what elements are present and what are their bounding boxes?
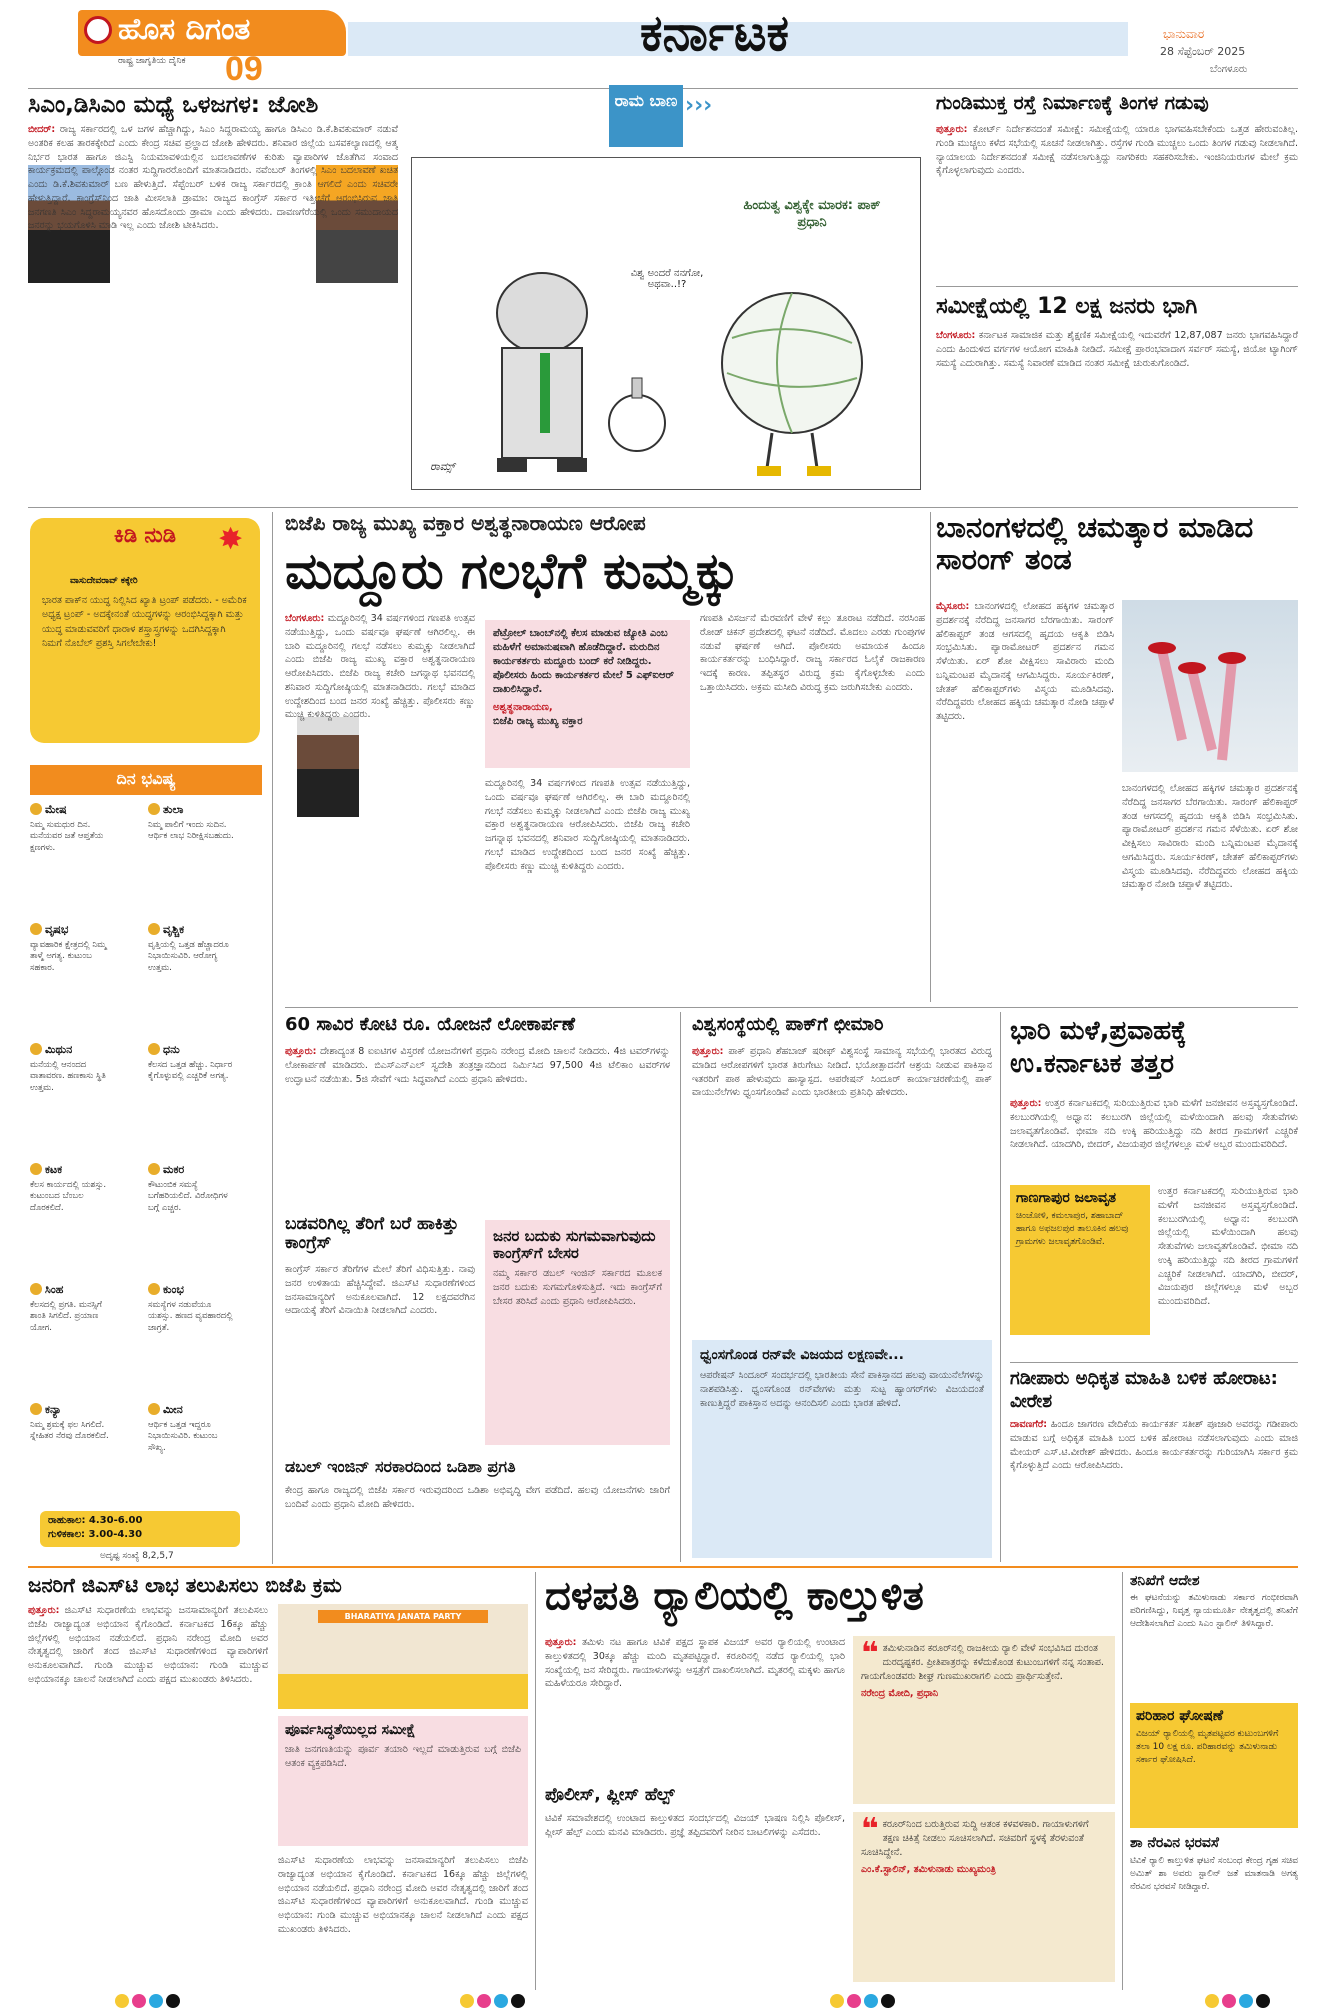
quote2-text: ಕರೂರ್‌ನಿಂದ ಬರುತ್ತಿರುವ ಸುದ್ದಿ ಆತಂಕ ಕಳವಳಕಾರಿ. ಗಾಯಾಳುಗಳಿಗೆ ತಕ್ಷಣ ಚಿಕಿತ್ಸೆ ನೀಡಲು ಸೂಚಿಸಲಾಗಿದೆ. ಸಚಿವರಿಗೆ ಸ್ಥಳಕ್ಕೆ ತೆರಳುವಂತೆ ಸೂಚಿಸಿದ್ದೇನೆ. [861,1819,1089,1858]
body-text: ಕಾಂಗ್ರೆಸ್ ಸರ್ಕಾರ ತೆರಿಗೆಗಳ ಮೇಲೆ ತೆರಿಗೆ ವಿಧಿಸುತ್ತಿತ್ತು. ನಾವು ಜನರ ಉಳಿತಾಯ ಹೆಚ್ಚಿಸಿದ್ದೇವೆ. ಜಿಎಸ್‌ಟಿ ಸುಧಾರಣೆಗಳಿಂದ ಜನಸಾಮಾನ್ಯರಿಗೆ ಅನುಕೂಲವಾಗಿದೆ. 12 ಲಕ್ಷದವರೆಗಿನ ಆದಾಯಕ್ಕೆ ತೆರಿಗೆ ವಿನಾಯಿತಿ ನೀಡಲಾಗಿದೆ ಎಂದರು. [285,1264,475,1317]
horoscope-title: ದಿನ ಭವಿಷ್ಯ [30,765,262,795]
body-text: ಕರ್ನಾಟಕ ಸಾಮಾಜಿಕ ಮತ್ತು ಶೈಕ್ಷಣಿಕ ಸಮೀಕ್ಷೆಯಲ್ಲಿ ಇದುವರೆಗೆ 12,87,087 ಜನರು ಭಾಗವಹಿಸಿದ್ದಾರೆ ಎಂದು ಹಿಂದುಳಿದ ವರ್ಗಗಳ ಆಯೋಗ ಮಾಹಿತಿ ನೀಡಿದೆ. ಸಮೀಕ್ಷೆ ಪ್ರಾರಂಭವಾದಾಗ ಸರ್ವರ್ ಸಮಸ್ಯೆ, ಜಿಯೋ ಟ್ಯಾಗಿಂಗ್ ಸಮಸ್ಯೆ ಎದುರಾಗಿತ್ತು. ಸಮಸ್ಯೆ ನಿವಾರಣೆ ಮಾಡಿದ ನಂತರ ಸಮೀಕ್ಷೆ ಚುರುಕುಗೊಂಡಿದೆ. [936,330,1298,369]
city: ಬೆಂಗಳೂರು [1210,64,1248,75]
kidi-author: ವಾಸುದೇವರಾವ್ ಕಕ್ಕೇರಿ [70,576,138,586]
dateline: ಬೆಂಗಳೂರು: [285,613,325,624]
headline: ಗಡೀಪಾರು ಅಧಿಕೃತ ಮಾಹಿತಿ ಬಳಿಕ ಹೋರಾಟ: ವೀರೇಶ [1010,1368,1278,1412]
headline: ಡಬಲ್ ಇಂಜಿನ್ ಸರಕಾರದಿಂದ ಒಡಿಶಾ ಪ್ರಗತಿ [285,1458,516,1476]
dateline: ಪುತ್ತೂರು: [28,1605,60,1616]
dateline: ಪುತ್ತೂರು: [692,1046,724,1057]
box-headline: ಗಾಣಗಾಪುರ ಜಲಾವೃತ [1016,1190,1117,1206]
leo-icon [30,1283,42,1295]
page-number: 09 [225,50,263,88]
box-body: ಚಿಂಚೋಳಿ, ಕಮಲಾಪುರ, ಶಹಾಬಾದ್ ಹಾಗೂ ಅಫಜಲಪುರ ತಾಲೂಕಿನ ಹಲವು ಗ್ರಾಮಗಳು ಜಲಾವೃತಗೊಂಡಿವೆ. [1016,1211,1129,1247]
headline: ಸಿಎಂ,ಡಿಸಿಎಂ ಮಧ್ಯೆ ಒಳಜಗಳ: ಜೋಶಿ [28,93,319,118]
headline: ಗುಂಡಿಮುಕ್ತ ರಸ್ತೆ ನಿರ್ಮಾಣಕ್ಕೆ ತಿಂಗಳ ಗಡುವು [936,93,1209,114]
quote-box [485,620,690,768]
virgo-icon [30,1403,42,1415]
rashi-3: ವೃಶ್ಚಿಕ ವೃತ್ತಿಯಲ್ಲಿ ಒತ್ತಡ ಹೆಚ್ಚಾದರೂ ನಿಭಾಯಿಸುವಿರಿ. ಆರೋಗ್ಯ ಉತ್ತಮ. [148,923,229,973]
sidebar-divider [272,512,273,1564]
quote2-author: ಎಂ.ಕೆ.ಸ್ಟಾಲಿನ್, ತಮಿಳುನಾಡು ಮುಖ್ಯಮಂತ್ರಿ [861,1864,996,1876]
col-divider [535,1572,536,1990]
dateline: ಮೈಸೂರು: [936,601,970,612]
col-divider [1122,1572,1123,1990]
rashi-6: ಕಟಕ ಕೆಲಸ ಕಾರ್ಯದಲ್ಲಿ ಯಶಸ್ಸು. ಕುಟುಂಬದ ಬೆಂಬಲ ದೊರಕಲಿದೆ. [30,1163,107,1213]
dateline: ಬೀದರ್: [28,124,56,135]
box-body: ನಮ್ಮ ಸರ್ಕಾರ ಡಬಲ್ ಇಂಜಿನ್ ಸರ್ಕಾರದ ಮೂಲಕ ಜನರ ಬದುಕು ಸುಗಮಗೊಳಿಸುತ್ತಿದೆ. ಇದು ಕಾಂಗ್ರೆಸ್‌ಗೆ ಬೇಸರ ತರಿಸಿದೆ ಎಂದು ಪ್ರಧಾನಿ ಆರೋಪಿಸಿದರು. [493,1268,662,1307]
article-stampede [545,1574,1115,1984]
dateline: ದಾವಣಗೆರೆ: [1010,1419,1048,1430]
registration-marks-left [115,1993,183,2009]
quote-mark-icon: ❝ [861,1812,879,1847]
article-congress [285,1215,475,1455]
article-odisha [285,1458,670,1558]
airshow-photo [1122,600,1298,772]
registration-marks-mid2 [830,1993,898,2009]
photo-banner: BHARATIYA JANATA PARTY [318,1610,488,1623]
arrows-icon: ››› [685,93,713,118]
article-joshi [28,93,398,503]
col2-text: ಮದ್ದೂರಿನಲ್ಲಿ 34 ವರ್ಷಗಳಿಂದ ಗಣಪತಿ ಉತ್ಸವ ನಡೆಯುತ್ತಿದ್ದು, ಒಂದು ವರ್ಷವೂ ಘರ್ಷಣೆ ಆಗಿರಲಿಲ್ಲ. ಈ ಬಾರಿ ಮದ್ದೂರಿನಲ್ಲಿ ಗಲಭೆ ನಡೆಸಲು ಕುಮ್ಮಕ್ಕು ನೀಡಲಾಗಿದೆ ಎಂದು ಬಿಜೆಪಿ ರಾಜ್ಯ ಮುಖ್ಯ ವಕ್ತಾರ ಅಶ್ವತ್ಥನಾರಾಯಣ ಆರೋಪಿಸಿದರು. ಬಿಜೆಪಿ ರಾಜ್ಯ ಕಚೇರಿ ಜಗನ್ನಾಥ ಭವನದಲ್ಲಿ ಶನಿವಾರ ಸುದ್ದಿಗೋಷ್ಠಿಯಲ್ಲಿ ಮಾತನಾಡಿದರು. ಗಲಭೆ ಮಾಡಿದ ಉದ್ದೇಶದಿಂದ ಬಂದ ಜನರ ಸಂಖ್ಯೆ ಹೆಚ್ಚಿತ್ತು. ಪೊಲೀಸರು ಕಣ್ಣು ಮುಚ್ಚಿ ಕುಳಿತಿದ್ದರು ಎಂದರು. [485,778,690,872]
section-title: ಕರ್ನಾಟಕ [640,4,789,62]
logo [78,10,346,56]
gst-photo [278,1604,528,1709]
rashi-9: ಕುಂಭ ಸಮಸ್ಯೆಗಳ ನಡುವೆಯೂ ಯಶಸ್ಸು. ಹಣದ ವ್ಯವಹಾರದಲ್ಲಿ ಜಾಗ್ರತೆ. [148,1283,233,1333]
quote-author: ಅಶ್ವತ್ಥನಾರಾಯಣ, [493,702,553,713]
cartoon-drawing [412,158,921,490]
sub-body: ಟಿವಿಕೆ ಸಮಾವೇಶದಲ್ಲಿ ಉಂಟಾದ ಕಾಲ್ತುಳಿತದ ಸಂದರ್ಭದಲ್ಲಿ ವಿಜಯ್ ಭಾಷಣ ನಿಲ್ಲಿಸಿ ಪೊಲೀಸ್, ಪ್ಲೀಸ್ ಹೆಲ್ಪ್ ಎಂದು ಮನವಿ ಮಾಡಿದರು. ಪ್ರಜ್ಞೆ ತಪ್ಪಿದವರಿಗೆ ನೀರಿನ ಬಾಟಲಿಗಳನ್ನು ಎಸೆದರು. [545,1813,845,1838]
headline: ವಿಶ್ವಸಂಸ್ಥೆಯಲ್ಲಿ ಪಾಕ್‌ಗೆ ಛೀಮಾರಿ [692,1015,884,1035]
probe-title: ತನಿಖೆಗೆ ಆದೇಶ [1130,1574,1200,1589]
masthead [0,0,1327,90]
col1-text: ಮದ್ದೂರಿನಲ್ಲಿ 34 ವರ್ಷಗಳಿಂದ ಗಣಪತಿ ಉತ್ಸವ ನಡೆಯುತ್ತಿದ್ದು, ಒಂದು ವರ್ಷವೂ ಘರ್ಷಣೆ ಆಗಿರಲಿಲ್ಲ. ಈ ಬಾರಿ ಮದ್ದೂರಿನಲ್ಲಿ ಗಲಭೆ ನಡೆಸಲು ಕುಮ್ಮಕ್ಕು ನೀಡಲಾಗಿದೆ ಎಂದು ಬಿಜೆಪಿ ರಾಜ್ಯ ಮುಖ್ಯ ವಕ್ತಾರ ಅಶ್ವತ್ಥನಾರಾಯಣ ಆರೋಪಿಸಿದರು. ಬಿಜೆಪಿ ರಾಜ್ಯ ಕಚೇರಿ ಜಗನ್ನಾಥ ಭವನದಲ್ಲಿ ಶನಿವಾರ ಸುದ್ದಿಗೋಷ್ಠಿಯಲ್ಲಿ ಮಾತನಾಡಿದರು. ಗಲಭೆ ಮಾಡಿದ ಉದ್ದೇಶದಿಂದ ಬಂದ ಜನರ ಸಂಖ್ಯೆ ಹೆಚ್ಚಿತ್ತು. ಪೊಲೀಸರು ಕಣ್ಣು ಮುಚ್ಚಿ ಕುಳಿತಿದ್ದರು ಎಂದರು. [285,613,475,721]
lucky-numbers: ಅದೃಷ್ಟ ಸಂಖ್ಯೆ 8,2,5,7 [100,1551,174,1561]
col3-text: ಗಣಪತಿ ವಿಸರ್ಜನೆ ಮೆರವಣಿಗೆ ವೇಳೆ ಕಲ್ಲು ತೂರಾಟ ನಡೆದಿದೆ. ನರಸಿಂಹ ರೋಡ್ ಚಿಕನ್ ಪ್ರದೇಶದಲ್ಲಿ ಘಟನೆ ನಡೆದಿದೆ. ಮೊದಲು ಎರಡು ಗುಂಪುಗಳ ನಡುವೆ ಘರ್ಷಣೆ ಆಗಿದೆ. ಪೊಲೀಸರು ಅಮಾಯಕ ಹಿಂದೂ ಕಾರ್ಯಕರ್ತರನ್ನು ಬಂಧಿಸಿದ್ದಾರೆ. ರಾಜ್ಯ ಸರ್ಕಾರದ ಓಲೈಕೆ ರಾಜಕಾರಣ ಇದಕ್ಕೆ ಕಾರಣ. ತಪ್ಪಿತಸ್ಥರ ವಿರುದ್ಧ ಕ್ರಮ ಕೈಗೊಳ್ಳಬೇಕು ಎಂದು ಒತ್ತಾಯಿಸಿದರು. ಅಕ್ರಮ ಮಸೀದಿ ವಿರುದ್ಧ ಕ್ರಮ ಜರುಗಿಸಬೇಕು ಎಂದರು. [700,613,925,693]
headline: 60 ಸಾವಿರ ಕೋಟಿ ರೂ. ಯೋಜನೆ ಲೋಕಾರ್ಪಣೆ [285,1015,575,1035]
rashi-10: ಕನ್ಯಾ ನಿಮ್ಮ ಶ್ರಮಕ್ಕೆ ಫಲ ಸಿಗಲಿದೆ. ಸ್ನೇಹಿತರ ನೆರವು ದೊರಕಲಿದೆ. [30,1403,109,1442]
taurus-icon [30,923,42,935]
body-text: ತಮಿಳು ನಟ ಹಾಗೂ ಟಿವಿಕೆ ಪಕ್ಷದ ಸ್ಥಾಪಕ ವಿಜಯ್ ಅವರ ರ‍್ಯಾಲಿಯಲ್ಲಿ ಉಂಟಾದ ಕಾಲ್ತುಳಿತದಲ್ಲಿ 30ಕ್ಕೂ ಹೆಚ್ಚು ಮಂದಿ ಮೃತಪಟ್ಟಿದ್ದಾರೆ. ಕರೂರಿನಲ್ಲಿ ನಡೆದ ರ‍್ಯಾಲಿಯಲ್ಲಿ ಭಾರಿ ಸಂಖ್ಯೆಯಲ್ಲಿ ಜನ ಸೇರಿದ್ದರು. ಗಾಯಾಳುಗಳನ್ನು ಆಸ್ಪತ್ರೆಗೆ ದಾಖಲಿಸಲಾಗಿದೆ. ಮೃತರಲ್ಲಿ ಮಕ್ಕಳು ಹಾಗೂ ಮಹಿಳೆಯರೂ ಸೇರಿದ್ದಾರೆ. [545,1637,845,1690]
headline: ಮದ್ದೂರು ಗಲಭೆಗೆ ಕುಮ್ಮಕ್ಕು [285,542,740,600]
gst-box [278,1716,528,1846]
kidi-nudi [30,518,260,743]
article-airshow [936,512,1298,1002]
headline: ಬಾನಂಗಳದಲ್ಲಿ ಚಮತ್ಕಾರ ಮಾಡಿದ ಸಾರಂಗ್ ತಂಡ [936,512,1254,576]
quote-text: ಪೆಟ್ರೋಲ್ ಬಾಂಬ್‌ನಲ್ಲಿ ಕೆಲಸ ಮಾಡುವ ಜ್ಯೋತಿ ಎಂಬ ಮಹಿಳೆಗೆ ಅಮಾನುಷವಾಗಿ ಹೊಡೆದಿದ್ದಾರೆ. ಮರುದಿನ ಕಾರ್ಯಕರ್ತರು ಮದ್ದೂರು ಬಂದ್ ಕರೆ ನೀಡಿದ್ದರು. ಪೊಲೀಸರು ಹಿಂದು ಕಾರ್ಯಕರ್ತರ ಮೇಲೆ 5 ಎಫ್‌ಐಆರ್ ದಾಖಲಿಸಿದ್ದಾರೆ. [493,628,675,695]
box-headline: ಧ್ವಂಸಗೊಂಡ ರನ್‌ವೇ ವಿಜಯದ ಲಕ್ಷಣವೇ... [700,1347,904,1363]
headline: ಸಮೀಕ್ಷೆಯಲ್ಲಿ 12 ಲಕ್ಷ ಜನರು ಭಾಗಿ [936,295,1198,319]
body-text: ಜಿಎಸ್‌ಟಿ ಸುಧಾರಣೆಯ ಲಾಭವನ್ನು ಜನಸಾಮಾನ್ಯರಿಗೆ ತಲುಪಿಸಲು ಬಿಜೆಪಿ ರಾಜ್ಯಾದ್ಯಂತ ಅಭಿಯಾನ ಕೈಗೊಂಡಿದೆ. ಕರ್ನಾಟಕದ 16ಕ್ಕೂ ಹೆಚ್ಚು ಜಿಲ್ಲೆಗಳಲ್ಲಿ ಅಭಿಯಾನ ನಡೆಯಲಿದೆ. ಪ್ರಧಾನಿ ನರೇಂದ್ರ ಮೋದಿ ಅವರ ನೇತೃತ್ವದಲ್ಲಿ ಜಾರಿಗೆ ತಂದ ಜಿಎಸ್‌ಟಿ ಸುಧಾರಣೆಗಳಿಂದ ವ್ಯಾಪಾರಿಗಳಿಗೆ ಅನುಕೂಲವಾಗಿದೆ. ಗುಂಡಿ ಮುಚ್ಚುವ ಅಭಿಯಾನ: ಗುಂಡಿ ಮುಚ್ಚುವ ಅಭಿಯಾನಕ್ಕೂ ಚಾಲನೆ ನೀಡಲಾಗಿದೆ ಎಂದು ಪಕ್ಷದ ಮುಖಂಡರು ತಿಳಿಸಿದರು. [28,1605,268,1685]
kidi-text: ಭಾರತ ಪಾಕ್‌ನ ಯುದ್ಧ ನಿಲ್ಲಿಸಿದ ಖ್ಯಾತಿ ಟ್ರಂಪ್ ಪಡೆದರು. - ಅಮೆರಿಕ ಅಧ್ಯಕ್ಷ ಟ್ರಂಪ್ - ಅದಕ್ಕೇನಂತೆ ಯುದ್ಧಗಳನ್ನು ಆರಂಭಿಸಿದ್ದಕ್ಕಾಗಿ ಮತ್ತು ಯುದ್ಧ ಮಾಡುವವರಿಗೆ ಧಾರಾಳ ಶಸ್ತ್ರಾಸ್ತ್ರಗಳನ್ನು ಒದಗಿಸಿದ್ದಕ್ಕಾಗಿ ನಿಮಗೆ ನೊಬೆಲ್ ಪ್ರಶಸ್ತಿ ಸಿಗಲೇಬೇಕು! [42,595,247,649]
body-text: ಕೇಂದ್ರ ಹಾಗೂ ರಾಜ್ಯದಲ್ಲಿ ಬಿಜೆಪಿ ಸರ್ಕಾರ ಇರುವುದರಿಂದ ಒಡಿಶಾ ಅಭಿವೃದ್ಧಿ ವೇಗ ಪಡೆದಿದೆ. ಹಲವು ಯೋಜನೆಗಳು ಜಾರಿಗೆ ಬಂದಿವೆ ಎಂದು ಪ್ರಧಾನಿ ಮೋದಿ ಹೇಳಿದರು. [285,1485,670,1510]
cartoon-signature: ರಾಮ್ಸ್ [430,460,455,473]
helicopter-icon [1122,600,1298,772]
col-divider [680,1012,681,1562]
cancer-icon [30,1163,42,1175]
article-rain [1010,1015,1298,1360]
relief-body: ವಿಜಯ್ ರ‍್ಯಾಲಿಯಲ್ಲಿ ಮೃತಪಟ್ಟವರ ಕುಟುಂಬಗಳಿಗೆ ತಲಾ 10 ಲಕ್ಷ ರೂ. ಪರಿಹಾರವನ್ನು ತಮಿಳುನಾಡು ಸರ್ಕಾರ ಘೋಷಿಸಿದೆ. [1136,1728,1279,1765]
day: ಭಾನುವಾರ [1163,27,1205,41]
col-divider [1000,1012,1001,1562]
quote-stalin [853,1812,1115,1982]
box-headline: ಜನರ ಬದುಕು ಸುಗಮವಾಗುವುದು ಕಾಂಗ್ರೆಸ್‌ಗೆ ಬೇಸರ [493,1227,656,1262]
box-body: ಆಪರೇಷನ್ ಸಿಂದೂರ್ ಸಂದರ್ಭದಲ್ಲಿ ಭಾರತೀಯ ಸೇನೆ ಪಾಕಿಸ್ತಾನದ ಹಲವು ವಾಯುನೆಲೆಗಳನ್ನು ನಾಶಪಡಿಸಿತ್ತು. ಧ್ವಂಸಗೊಂಡ ರನ್‌ವೇಗಳು ಮತ್ತು ಸುಟ್ಟ ಹ್ಯಾಂಗರ್‌ಗಳು ವಿಜಯದಂತೆ ಕಾಣುತ್ತಿದ್ದರೆ ಪಾಕಿಸ್ತಾನ ಅದನ್ನು ಆನಂದಿಸಲಿ ಎಂದು ಭಾರತ ಹೇಳಿದೆ. [700,1370,984,1409]
body-text: ದೇಶಾದ್ಯಂತ 8 ಐಐಟಿಗಳ ವಿಸ್ತರಣೆ ಯೋಜನೆಗಳಿಗೆ ಪ್ರಧಾನಿ ನರೇಂದ್ರ ಮೋದಿ ಚಾಲನೆ ನೀಡಿದರು. 4ಜಿ ಟವರ್‌ಗಳನ್ನು ಲೋಕಾರ್ಪಣೆ ಮಾಡಿದರು. ಬಿಎಸ್‌ಎನ್‌ಎಲ್ ಸ್ವದೇಶಿ ತಂತ್ರಜ್ಞಾನದಿಂದ ನಿರ್ಮಿಸಿದ 97,500 4ಜಿ ಟೆಲಿಕಾಂ ಟವರ್‌ಗಳ ಉದ್ಘಾಟನೆ ನಡೆಯಿತು. 5ಜಿ ಸೇವೆಗೆ ಇದು ಸಿದ್ಧವಾಗಿದೆ ಎಂದು ಪ್ರಧಾನಿ ಹೇಳಿದರು. [285,1046,670,1085]
libra-icon [148,803,160,815]
body-text: ಬಾನಂಗಳದಲ್ಲಿ ಲೋಹದ ಹಕ್ಕಿಗಳ ಚಮತ್ಕಾರ ಪ್ರದರ್ಶನಕ್ಕೆ ನೆರೆದಿದ್ದ ಜನಸಾಗರ ಬೆರಗಾಯಿತು. ಸಾರಂಗ್ ಹೆಲಿಕಾಪ್ಟರ್ ತಂಡ ಆಗಸದಲ್ಲಿ ಹೃದಯ ಆಕೃತಿ ಬಿಡಿಸಿ ಸಂಭ್ರಮಿಸಿತು. ಪ್ಯಾರಾಮೋಟರ್ ಪ್ರದರ್ಶನ ಗಮನ ಸೆಳೆಯಿತು. ಏರ್ ಶೋ ವೀಕ್ಷಿಸಲು ಸಾವಿರಾರು ಮಂದಿ ಬನ್ನಿಮಂಟಪ ಮೈದಾನಕ್ಕೆ ಆಗಮಿಸಿದ್ದರು. ಸೂರ್ಯಕಿರಣ್, ಚೇತಕ್ ಹೆಲಿಕಾಪ್ಟರ್‌ಗಳು ವಿಸ್ಮಯ ಮೂಡಿಸಿದವು. ನೆರೆದಿದ್ದವರು ಲೋಹದ ಹಕ್ಕಿಯ ಚಮತ್ಕಾರ ನೋಡಿ ಚಪ್ಪಾಳೆ ತಟ್ಟಿದರು. [936,601,1114,723]
registration-marks-mid [460,1993,528,2009]
headline: ಭಾರಿ ಮಳೆ,ಪ್ರವಾಹಕ್ಕೆ ಉ.ಕರ್ನಾಟಕ ತತ್ತರ [1010,1016,1187,1079]
body-text: ಉತ್ತರ ಕರ್ನಾಟಕದಲ್ಲಿ ಸುರಿಯುತ್ತಿರುವ ಭಾರಿ ಮಳೆಗೆ ಜನಜೀವನ ಅಸ್ತವ್ಯಸ್ತಗೊಂಡಿದೆ. ಕಲಬುರಗಿಯಲ್ಲಿ ಅಧ್ವಾನ: ಕಲಬುರಗಿ ಜಿಲ್ಲೆಯಲ್ಲಿ ಮಳೆಯಿಂದಾಗಿ ಹಲವು ಸೇತುವೆಗಳು ಜಲಾವೃತಗೊಂಡಿವೆ. ಭೀಮಾ ನದಿ ಉಕ್ಕಿ ಹರಿಯುತ್ತಿದ್ದು ನದಿ ತೀರದ ಗ್ರಾಮಗಳಿಗೆ ಎಚ್ಚರಿಕೆ ನೀಡಲಾಗಿದೆ. ಯಾದಗಿರಿ, ಬೀದರ್, ವಿಜಯಪುರ ಜಿಲ್ಲೆಗಳಲ್ಲೂ ಮಳೆ ಅಬ್ಬರ ಮುಂದುವರಿದಿದೆ. [1010,1098,1298,1151]
rashi-8: ಸಿಂಹ ಕೆಲಸದಲ್ಲಿ ಪ್ರಗತಿ. ಮನಸ್ಸಿಗೆ ಶಾಂತಿ ಸಿಗಲಿದೆ. ಪ್ರಯಾಣ ಯೋಗ. [30,1283,102,1333]
body-text-cont: ಜಿಎಸ್‌ಟಿ ಸುಧಾರಣೆಯ ಲಾಭವನ್ನು ಜನಸಾಮಾನ್ಯರಿಗೆ ತಲುಪಿಸಲು ಬಿಜೆಪಿ ರಾಜ್ಯಾದ್ಯಂತ ಅಭಿಯಾನ ಕೈಗೊಂಡಿದೆ. ಕರ್ನಾಟಕದ 16ಕ್ಕೂ ಹೆಚ್ಚು ಜಿಲ್ಲೆಗಳಲ್ಲಿ ಅಭಿಯಾನ ನಡೆಯಲಿದೆ. ಪ್ರಧಾನಿ ನರೇಂದ್ರ ಮೋದಿ ಅವರ ನೇತೃತ್ವದಲ್ಲಿ ಜಾರಿಗೆ ತಂದ ಜಿಎಸ್‌ಟಿ ಸುಧಾರಣೆಗಳಿಂದ ವ್ಯಾಪಾರಿಗಳಿಗೆ ಅನುಕೂಲವಾಗಿದೆ. ಗುಂಡಿ ಮುಚ್ಚುವ ಅಭಿಯಾನ: ಗುಂಡಿ ಮುಚ್ಚುವ ಅಭಿಯಾನಕ್ಕೂ ಚಾಲನೆ ನೀಡಲಾಗಿದೆ ಎಂದು ಪಕ್ಷದ ಮುಖಂಡರು ತಿಳಿಸಿದರು. [278,1855,528,1935]
sagittarius-icon [148,1043,160,1055]
side-briefs [1130,1574,1298,1984]
speech-bubble: ವಿಶ್ವ ಅಂದರೆ ನನಗೋ, ಅಥವಾ..!? [630,268,704,290]
relief-box [1130,1703,1298,1828]
article-gundi [936,93,1298,278]
rashi-0: ಮೇಷ ನಿಮ್ಮ ಸುಮಧುರ ದಿನ. ಮನೆಯವರ ಜತೆ ಆಪ್ತತೆಯ ಕ್ಷಣಗಳು. [30,803,104,853]
help-title: ಶಾ ನೆರವಿನ ಭರವಸೆ [1130,1835,1219,1852]
headline: ದಳಪತಿ ರ‍್ಯಾಲಿಯಲ್ಲಿ ಕಾಲ್ತುಳಿತ [545,1574,924,1619]
quote-mark-icon: ❝ [861,1636,879,1671]
dateline: ಬೆಂಗಳೂರು: [936,330,976,341]
aries-icon [30,803,42,815]
article-gst [28,1574,528,1984]
logo-text: ಹೊಸ ದಿಗಂತ [118,12,251,47]
cartoon-series-tag [609,85,683,147]
cartoon-series: ರಾಮ ಬಾಣ [614,91,678,110]
lead-divider-v [930,512,931,1002]
sub-headline: ಪೊಲೀಸ್, ಪ್ಲೀಸ್ ಹೆಲ್ಪ್ [545,1785,675,1805]
article-scheme [285,1015,670,1215]
cartoon-caption: ಹಿಂದುತ್ವ ವಿಶ್ವಕ್ಕೇ ಮಾರಕ: ಪಾಕ್ ಪ್ರಧಾನಿ [743,198,881,230]
divider [936,286,1298,287]
kidi-title: ಕಿಡಿ ನುಡಿ [114,523,176,547]
rain-box [1010,1185,1150,1335]
registration-marks-right [1205,1993,1273,2009]
divider [1010,1362,1298,1363]
body-text: ಹಿಂದೂ ಜಾಗರಣ ವೇದಿಕೆಯ ಕಾರ್ಯಕರ್ತ ಸತೀಶ್ ಪೂಜಾರಿ ಅವರನ್ನು ಗಡೀಪಾರು ಮಾಡುವ ಬಗ್ಗೆ ಅಧಿಕೃತ ಮಾಹಿತಿ ಬಂದ ಬಳಿಕ ಹೋರಾಟ ನಡೆಸಲಾಗುವುದು ಎಂದು ಮಾಜಿ ಮೇಯರ್ ಎಸ್.ಟಿ.ವೀರೇಶ್ ಹೇಳಿದರು. ಹಿಂದೂ ಕಾರ್ಯಕರ್ತರನ್ನು ಗುರಿಯಾಗಿಸಿ ಸರ್ಕಾರ ಕ್ರಮ ಕೈಗೊಳ್ಳುತ್ತಿದೆ ಎಂದು ಆರೋಪಿಸಿದರು. [1010,1419,1298,1472]
body-text: ಪಾಕ್ ಪ್ರಧಾನಿ ಶೆಹಬಾಜ್ ಷರೀಫ್ ವಿಶ್ವಸಂಸ್ಥೆ ಸಾಮಾನ್ಯ ಸಭೆಯಲ್ಲಿ ಭಾರತದ ವಿರುದ್ಧ ಮಾಡಿದ ಆರೋಪಗಳಿಗೆ ಭಾರತ ತಿರುಗೇಟು ನೀಡಿದೆ. ಭಯೋತ್ಪಾದನೆಗೆ ಆಶ್ರಯ ನೀಡುವ ಪಾಕಿಸ್ತಾನ ಇತರರಿಗೆ ಪಾಠ ಹೇಳುವುದು ಹಾಸ್ಯಾಸ್ಪದ. ಆಪರೇಷನ್ ಸಿಂದೂರ್ ಕಾರ್ಯಾಚರಣೆಯಲ್ಲಿ ಪಾಕ್ ವಾಯುನೆಲೆಗಳು ಧ್ವಂಸಗೊಂಡಿವೆ ಎಂದು ಭಾರತೀಯ ಪ್ರತಿನಿಧಿ ಹೇಳಿದರು. [692,1046,992,1099]
gulika: ಗುಳಿಕಕಾಲ: 3.00-4.30 [48,1529,143,1540]
spark-icon: ✸ [218,522,244,557]
rashi-11: ಮೀನ ಆರ್ಥಿಕ ಒತ್ತಡ ಇದ್ದರೂ ನಿಭಾಯಿಸುವಿರಿ. ಕುಟುಂಬ ಸೌಖ್ಯ. [148,1403,218,1453]
pak-box [692,1340,992,1558]
body-text: ಕೋರ್ಟ್ ನಿರ್ದೇಶನದಂತೆ ಸಮೀಕ್ಷೆ: ಸಮೀಕ್ಷೆಯಲ್ಲಿ ಯಾರೂ ಭಾಗವಹಿಸಬೇಕೆಂದು ಒತ್ತಡ ಹೇರುವಂತಿಲ್ಲ. ಗುಂಡಿ ಮುಚ್ಚಲು ಕಳೆದ ಸಭೆಯಲ್ಲಿ ಸೂಚನೆ ನೀಡಲಾಗಿತ್ತು. ರಸ್ತೆಗಳ ಗುಂಡಿ ಮುಚ್ಚಲು ಒಂದು ತಿಂಗಳ ಗಡುವು ನೀಡಲಾಗಿದೆ. ನ್ಯಾಯಾಲಯ ನಿರ್ದೇಶನದಂತೆ ಸಮೀಕ್ಷೆ ನಡೆಸಲಾಗುತ್ತಿದ್ದು ನಾಗರಿಕರು ಸಹಕರಿಸಬೇಕು. ಇಂಜಿನಿಯರುಗಳ ಮೇಲೆ ಕ್ರಮ ಕೈಗೊಳ್ಳಲಾಗುವುದು ಎಂದರು. [936,124,1298,177]
scorpio-icon [148,923,160,935]
body-text-cont: ಉತ್ತರ ಕರ್ನಾಟಕದಲ್ಲಿ ಸುರಿಯುತ್ತಿರುವ ಭಾರಿ ಮಳೆಗೆ ಜನಜೀವನ ಅಸ್ತವ್ಯಸ್ತಗೊಂಡಿದೆ. ಕಲಬುರಗಿಯಲ್ಲಿ ಅಧ್ವಾನ: ಕಲಬುರಗಿ ಜಿಲ್ಲೆಯಲ್ಲಿ ಮಳೆಯಿಂದಾಗಿ ಹಲವು ಸೇತುವೆಗಳು ಜಲಾವೃತಗೊಂಡಿವೆ. ಭೀಮಾ ನದಿ ಉಕ್ಕಿ ಹರಿಯುತ್ತಿದ್ದು ನದಿ ತೀರದ ಗ್ರಾಮಗಳಿಗೆ ಎಚ್ಚರಿಕೆ ನೀಡಲಾಗಿದೆ. ಯಾದಗಿರಿ, ಬೀದರ್, ವಿಜಯಪುರ ಜಿಲ್ಲೆಗಳಲ್ಲೂ ಮಳೆ ಅಬ್ಬರ ಮುಂದುವರಿದಿದೆ. [1158,1186,1298,1308]
horoscope [30,765,262,1565]
date: 28 ಸೆಪ್ಟೆಂಬರ್ 2025 [1160,45,1246,58]
article-survey [936,295,1298,495]
logo-tagline: ರಾಷ್ಟ್ರ ಜಾಗೃತಿಯ ದೈನಿಕ [118,56,186,66]
kicker: ಬಿಜೆಪಿ ರಾಜ್ಯ ಮುಖ್ಯ ವಕ್ತಾರ ಅಶ್ವತ್ಥನಾರಾಯಣ ಆರೋಪ [285,512,646,535]
dateline: ಪುತ್ತೂರು: [936,124,968,135]
pisces-icon [148,1403,160,1415]
cartoon [411,85,921,490]
headline: ಜನರಿಗೆ ಜಿಎಸ್‌ಟಿ ಲಾಭ ತಲುಪಿಸಲು ಬಿಜೆಪಿ ಕ್ರಮ [28,1574,342,1597]
dateline: ಪುತ್ತೂರು: [1010,1098,1042,1109]
body-text-cont: ಬಾನಂಗಳದಲ್ಲಿ ಲೋಹದ ಹಕ್ಕಿಗಳ ಚಮತ್ಕಾರ ಪ್ರದರ್ಶನಕ್ಕೆ ನೆರೆದಿದ್ದ ಜನಸಾಗರ ಬೆರಗಾಯಿತು. ಸಾರಂಗ್ ಹೆಲಿಕಾಪ್ಟರ್ ತಂಡ ಆಗಸದಲ್ಲಿ ಹೃದಯ ಆಕೃತಿ ಬಿಡಿಸಿ ಸಂಭ್ರಮಿಸಿತು. ಪ್ಯಾರಾಮೋಟರ್ ಪ್ರದರ್ಶನ ಗಮನ ಸೆಳೆಯಿತು. ಏರ್ ಶೋ ವೀಕ್ಷಿಸಲು ಸಾವಿರಾರು ಮಂದಿ ಬನ್ನಿಮಂಟಪ ಮೈದಾನಕ್ಕೆ ಆಗಮಿಸಿದ್ದರು. ಸೂರ್ಯಕಿರಣ್, ಚೇತಕ್ ಹೆಲಿಕಾಪ್ಟರ್‌ಗಳು ವಿಸ್ಮಯ ಮೂಡಿಸಿದವು. ನೆರೆದಿದ್ದವರು ಲೋಹದ ಹಕ್ಕಿಯ ಚಮತ್ಕಾರ ನೋಡಿ ಚಪ್ಪಾಳೆ ತಟ್ಟಿದರು. [1122,783,1298,891]
body-text: ರಾಜ್ಯ ಸರ್ಕಾರದಲ್ಲಿ ಒಳ ಜಗಳ ಹೆಚ್ಚಾಗಿದ್ದು, ಸಿಎಂ ಸಿದ್ದರಾಮಯ್ಯ ಹಾಗೂ ಡಿಸಿಎಂ ಡಿ.ಕೆ.ಶಿವಕುಮಾರ್ ನಡುವೆ ಅಂತರಿಕ ಕಲಹ ತಾರಕಕ್ಕೇರಿದೆ ಎಂದು ಕೇಂದ್ರ ಸಚಿವ ಪ್ರಲ್ಹಾದ ಜೋಶಿ ಹೇಳಿದರು. ಶನಿವಾರ ಜಿಲ್ಲೆಯ ಬಸವಕಲ್ಯಾಣದಲ್ಲಿ ಆತ್ಮ ನಿರ್ಭರ ಭಾರತ ಹಾಗೂ ಜಿಎಸ್ಟಿ ನಿಯಮಾವಳಿಯಲ್ಲಿನ ಬದಲಾವಣೆಗಳ ಕುರಿತು ವ್ಯಾಪಾರಿಗಳ ಜೊತೆಗಿನ ಸಂವಾದ ಕಾರ್ಯಕ್ರಮದಲ್ಲಿ ಪಾಲ್ಗೊಂಡ ನಂತರ ಸುದ್ದಿಗಾರರೊಂದಿಗೆ ಮಾತನಾಡಿದರು. ನವೆಂಬರ್ ತಿಂಗಳಲ್ಲಿ ಸಿಎಂ ಬದಲಾವಣೆ ಖಚಿತ ಎಂದು ಡಿ.ಕೆ.ಶಿವಕುಮಾರ್ ಬಣ ಹೇಳುತ್ತಿದೆ. ಸೆಪ್ಟೆಂಬರ್ ಬಳಿಕ ರಾಜ್ಯ ಸರ್ಕಾರದಲ್ಲಿ ಕ್ರಾಂತಿ ಆಗಲಿದೆ ಎಂದು ಸಚಿವರೇ ಹೇಳುತ್ತಿದ್ದಾರೆ. ಕಾಂಗ್ರೆಸ್‌ನಿಂದ ಜಾತಿ ಮೀಸಲಾತಿ ಡ್ರಾಮಾ: ರಾಜ್ಯದ ಕಾಂಗ್ರೆಸ್ ಸರ್ಕಾರ ಇತ್ತೀಚೆಗೆ ಆರಂಭಿಸಿರುವ ಜಾತಿ ಜನಗಣತಿ ಸಿಎಂ ಸಿದ್ದರಾಮಯ್ಯನವರ ಹೊಸದೊಂದು ಡ್ರಾಮಾ ಎಂದು ಹೇಳಿದರು. ದಾವಣಗೆರೆಯಲ್ಲಿ ಒಂದು ಸಮುದಾಯದ ಜನರನ್ನು ಭಯಗೊಳಿಸಿ ಮಾಡಿ ಇಲ್ಲ ಎಂದು ಜೋಶಿ ಟೀಕಿಸಿದರು. [28,124,398,232]
quote-role: ಬಿಜೆಪಿ ರಾಜ್ಯ ಮುಖ್ಯ ವಕ್ತಾರ [493,716,583,727]
rashi-5: ಧನು ಕೆಲಸದ ಒತ್ತಡ ಹೆಚ್ಚು. ನಿರ್ಧಾರ ಕೈಗೊಳ್ಳುವಲ್ಲಿ ಎಚ್ಚರಿಕೆ ಅಗತ್ಯ. [148,1043,233,1082]
article-pak [692,1015,992,1560]
gemini-icon [30,1043,42,1055]
aquarius-icon [148,1283,160,1295]
rashi-4: ಮಿಥುನ ಮನೆಯಲ್ಲಿ ಆನಂದದ ವಾತಾವರಣ. ಹಣಕಾಸು ಸ್ಥಿತಿ ಉತ್ತಮ. [30,1043,106,1093]
rashi-2: ವೃಷಭ ವ್ಯಾವಹಾರಿಕ ಕ್ಷೇತ್ರದಲ್ಲಿ ನಿಮ್ಮ ತಾಳ್ಮೆ ಅಗತ್ಯ. ಕುಟುಂಬ ಸಹಕಾರ. [30,923,107,973]
headline: ಬಡವರಿಗಿಲ್ಲ ತೆರಿಗೆ ಬರೆ ಹಾಕಿತ್ತು ಕಾಂಗ್ರೆಸ್ [285,1215,459,1253]
rashi-1: ತುಲಾ ನಿಮ್ಮ ಪಾಲಿಗೆ ಇಂದು ಸುದಿನ. ಆರ್ಥಿಕ ಲಾಭ ನಿರೀಕ್ಷಿಸಬಹುದು. [148,803,234,842]
dateline: ಪುತ್ತೂರು: [545,1637,577,1648]
article-gadi [1010,1368,1298,1560]
row2-divider [285,1007,1298,1008]
box-headline: ಪೂರ್ವಸಿದ್ಧತೆಯಿಲ್ಲದ ಸಮೀಕ್ಷೆ [285,1722,416,1738]
help-body: ಟಿವಿಕೆ ರ‍್ಯಾಲಿ ಕಾಲ್ತುಳಿತ ಘಟನೆ ಸಂಬಂಧ ಕೇಂದ್ರ ಗೃಹ ಸಚಿವ ಅಮಿತ್ ಶಾ ಅವರು ಸ್ಟಾಲಿನ್ ಜತೆ ಮಾತನಾಡಿ ಅಗತ್ಯ ನೆರವಿನ ಭರವಸೆ ನೀಡಿದ್ದಾರೆ. [1130,1855,1298,1892]
kala-box [40,1511,240,1547]
quote-modi [853,1636,1115,1804]
congress-box [485,1220,670,1445]
logo-emblem-icon [84,16,112,44]
probe-body: ಈ ಘಟನೆಯನ್ನು ತಮಿಳುನಾಡು ಸರ್ಕಾರ ಗಂಭೀರವಾಗಿ ಪರಿಗಣಿಸಿದ್ದು, ನಿವೃತ್ತ ನ್ಯಾಯಮೂರ್ತಿ ನೇತೃತ್ವದಲ್ಲಿ ತನಿಖೆಗೆ ಆದೇಶಿಸಲಾಗಿದೆ ಎಂದು ಸಿಎಂ ಸ್ಟಾಲಿನ್ ತಿಳಿಸಿದ್ದಾರೆ. [1130,1593,1298,1630]
box-body: ಜಾತಿ ಜನಗಣತಿಯನ್ನು ಪೂರ್ವ ತಯಾರಿ ಇಲ್ಲದೆ ಮಾಡುತ್ತಿರುವ ಬಗ್ಗೆ ಬಿಜೆಪಿ ಆತಂಕ ವ್ಯಕ್ತಪಡಿಸಿದೆ. [285,1744,521,1770]
row3-divider [28,1566,1298,1568]
dateline: ಪುತ್ತೂರು: [285,1046,317,1057]
rashi-7: ಮಕರ ಕೌಟುಂಬಿಕ ಸಮಸ್ಯೆ ಬಗೆಹರಿಯಲಿದೆ. ವಿರೋಧಿಗಳ ಬಗ್ಗೆ ಎಚ್ಚರ. [148,1163,228,1213]
relief-title: ಪರಿಹಾರ ಘೋಷಣೆ [1136,1708,1224,1725]
rahukala: ರಾಹುಕಾಲ: 4.30-6.00 [48,1515,143,1526]
cartoon-frame [411,157,921,490]
capricorn-icon [148,1163,160,1175]
row1-divider [28,507,1298,508]
quote1-author: ನರೇಂದ್ರ ಮೋದಿ, ಪ್ರಧಾನಿ [861,1688,939,1700]
quote1-text: ತಮಿಳುನಾಡಿನ ಕರೂರ್‌ನಲ್ಲಿ ರಾಜಕೀಯ ರ‍್ಯಾಲಿ ವೇಳೆ ಸಂಭವಿಸಿದ ದುರಂತ ದುರದೃಷ್ಟಕರ. ಪ್ರೀತಿಪಾತ್ರರನ್ನು ಕಳೆದುಕೊಂಡ ಕುಟುಂಬಗಳಿಗೆ ನನ್ನ ಸಂತಾಪ. ಗಾಯಗೊಂಡವರು ಶೀಘ್ರ ಗುಣಮುಖರಾಗಲಿ ಎಂದು ಪ್ರಾರ್ಥಿಸುತ್ತೇನೆ. [861,1643,1104,1682]
lead-story [285,512,925,1007]
